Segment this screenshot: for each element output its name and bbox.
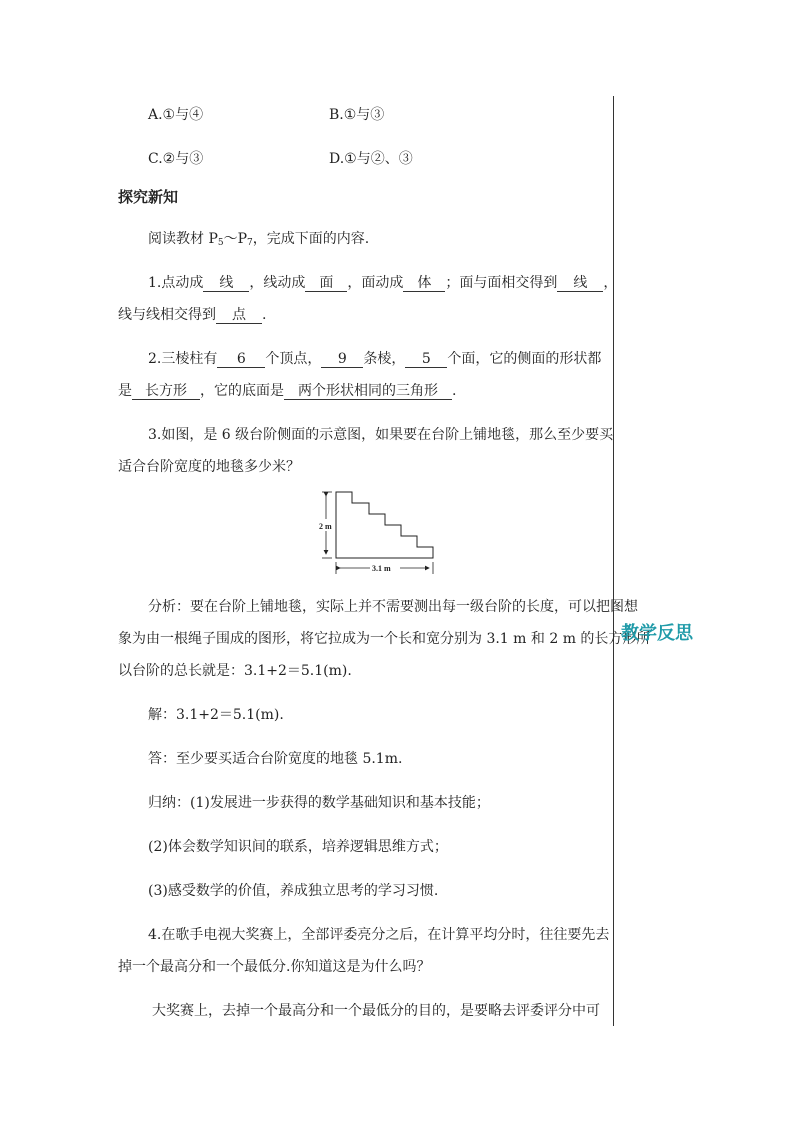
q1-answer-1: 线 <box>203 275 249 292</box>
height-label: 2 m <box>319 522 332 531</box>
q2-text: 2.三棱柱有 <box>148 351 218 367</box>
analysis-line1: 分析：要在台阶上铺地毯，实际上并不需要测出每一级台阶的长度，可以把图想 <box>148 599 638 615</box>
q1-text: 1.点动成 <box>148 275 204 291</box>
summary-2: (2)体会数学知识间的联系，培养逻辑思维方式； <box>148 839 448 855</box>
q2-line1 <box>148 348 601 368</box>
q1-text: . <box>262 307 267 323</box>
choice-d: D.①与②、③ <box>329 151 413 167</box>
q1-line2 <box>118 304 266 324</box>
q2-text: 条棱， <box>363 351 406 367</box>
choice-c: C.②与③ <box>148 151 204 167</box>
summary-3: (3)感受数学的价值，养成独立思考的学习习惯. <box>148 883 439 899</box>
section-heading: 探究新知 <box>118 188 179 206</box>
q1-text: 线与线相交得到 <box>118 307 216 323</box>
q1-line1 <box>148 272 617 292</box>
q1-text: ；面与面相交得到 <box>445 275 558 291</box>
intro-sub1: 5 <box>217 238 224 248</box>
q1-text: ，线动成 <box>249 275 306 291</box>
margin-divider <box>613 96 614 1026</box>
q4-line3: 大奖赛上，去掉一个最高分和一个最低分的目的，是要略去评委评分中可 <box>152 1003 600 1019</box>
intro-suffix: ，完成下面的内容. <box>252 231 370 247</box>
analysis-line3: 以台阶的总长就是：3.1+2＝5.1(m). <box>118 663 352 679</box>
q2-text: 个面，它的侧面的形状都 <box>447 351 602 367</box>
choice-b: B.①与③ <box>329 107 385 123</box>
width-label: 3.1 m <box>372 564 391 573</box>
answer-line: 答：至少要买适合台阶宽度的地毯 5.1m. <box>148 751 403 767</box>
q2-text: . <box>452 383 457 399</box>
q1-answer-5: 点 <box>216 307 262 324</box>
analysis-line2: 象为由一根绳子围成的图形，将它拉成为一个长和宽分别为 3.1 m 和 2 m 的长方形所 <box>118 631 651 647</box>
q1-answer-2: 面 <box>305 275 347 292</box>
q2-text: ，它的底面是 <box>200 383 284 399</box>
intro-sub2: 7 <box>247 238 253 248</box>
q1-text: ，面动成 <box>347 275 404 291</box>
solution-line: 解：3.1+2＝5.1(m). <box>148 707 284 723</box>
intro-tilde: ～P <box>223 231 248 247</box>
intro-line <box>148 228 369 248</box>
stair-figure <box>318 490 443 576</box>
q3-line1: 3.如图，是 6 级台阶侧面的示意图，如果要在台阶上铺地毯，那么至少要买 <box>148 427 614 443</box>
q4-line1: 4.在歌手电视大奖赛上，全部评委亮分之后，在计算平均分时，往往要先去 <box>148 927 610 943</box>
q1-answer-4: 线 <box>557 275 603 292</box>
q2-answer-5: 两个形状相同的三角形 <box>284 383 452 400</box>
stair-outline <box>336 492 433 558</box>
q2-answer-4: 长方形 <box>132 383 200 400</box>
choice-a: A.①与④ <box>148 107 204 123</box>
q2-answer-2: 9 <box>321 351 363 368</box>
q1-answer-3: 体 <box>403 275 445 292</box>
q4-line2: 掉一个最高分和一个最低分.你知道这是为什么吗？ <box>118 959 431 975</box>
q2-answer-1: 6 <box>217 351 265 368</box>
summary-1: 归纳：(1)发展进一步获得的数学基础知识和基本技能； <box>148 795 490 811</box>
q2-line2 <box>118 380 456 400</box>
q1-text: ， <box>603 275 618 291</box>
intro-prefix: 阅读教材 P <box>148 231 218 247</box>
q2-text: 个顶点， <box>265 351 322 367</box>
q3-line2: 适合台阶宽度的地毯多少米？ <box>118 459 300 475</box>
teaching-reflection-label: 教学反思 <box>621 623 693 644</box>
q2-text: 是 <box>118 383 132 399</box>
q2-answer-3: 5 <box>405 351 447 368</box>
